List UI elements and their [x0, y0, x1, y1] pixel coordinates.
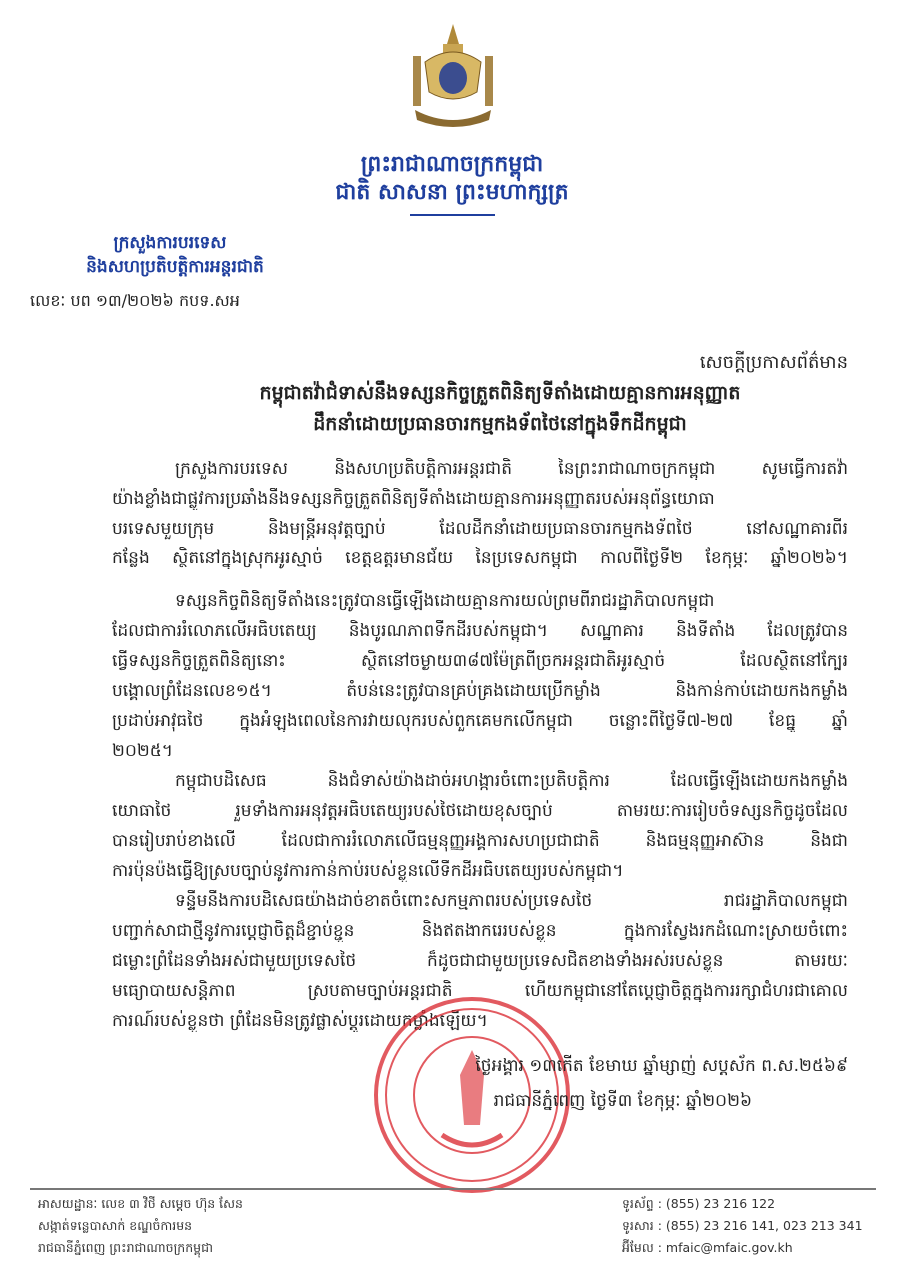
paragraph-1-line: ក្រសួងការបរទេស និងសហប្រតិបត្តិការអន្តរជាតិ នៃព្រះរាជាណាចក្រកម្ពុជា សូមធ្វើការតវ៉ា: [175, 459, 848, 479]
footer-address-line1: អាសយដ្ឋានៈ លេខ ៣ វិថី សម្ដេច ហ៊ុន សែន: [38, 1196, 243, 1211]
paragraph-2-line: បង្គោលព្រំដែនលេខ១៥។ តំបន់នេះត្រូវបានគ្រប់គ្រងដោយប្រើកម្លាំង និងកាន់កាប់ដោយកងកម្លាំង: [112, 681, 848, 701]
document-type: សេចក្ដីប្រកាសព័ត៌មាន: [699, 352, 848, 373]
date-lunar: ថ្ងៃអង្គារ ១៣កើត ខែមាឃ ឆ្នាំម្សាញ់ សប្តស័ក ព.ស.២៥៦៩: [475, 1056, 848, 1076]
ministry-name-line1: ក្រសួងការបរទេស: [113, 233, 227, 253]
paragraph-4-line: ការណ៍របស់ខ្លួនថា ព្រំដែនមិនត្រូវផ្លាស់ប្ដូរដោយកម្លាំងឡើយ។: [112, 1011, 488, 1031]
paragraph-2-line: ដែលជាការរំលោភលើអធិបតេយ្យ និងបូរណភាពទឹកដីរបស់កម្ពុជា។ សណ្ឋាគារ និងទីតាំង ដែលត្រូវបាន: [112, 621, 848, 641]
ministry-name-line2: និងសហប្រតិបត្តិការអន្តរជាតិ: [86, 257, 264, 277]
footer-address-line3: រាជធានីភ្នំពេញ ព្រះរាជាណាចក្រកម្ពុជា: [38, 1240, 213, 1255]
footer-email-link[interactable]: អ៊ីមែល : mfaic@mfaic.gov.kh: [622, 1240, 793, 1255]
paragraph-3-line: កម្ពុជាបដិសេធ និងជំទាស់យ៉ាងដាច់អហង្ការចំពោះប្រតិបត្តិការ ដែលធ្វើឡើងដោយកងកម្លាំង: [175, 771, 848, 791]
paragraph-1-line: បរទេសមួយក្រុម និងមន្ត្រីអនុវត្តច្បាប់ ដែលដឹកនាំដោយប្រធានចារកម្មកងទ័ពថៃ នៅសណ្ឋាគារពីរ: [112, 519, 848, 539]
footer-fax: ទូរសារ : (855) 23 216 141, 023 213 341: [622, 1218, 863, 1233]
paragraph-3-line: យោធាថៃ រួមទាំងការអនុវត្តអធិបតេយ្យរបស់ថៃដោយខុសច្បាប់ តាមរយៈការរៀបចំទស្សនកិច្ចដូចដែល: [112, 801, 848, 821]
footer-divider: [30, 1188, 876, 1190]
paragraph-2-line: ធ្វើទស្សនកិច្ចត្រួតពិនិត្យនោះ ស្ថិតនៅចម្ងាយ៣៨៧ម៉ែត្រពីច្រកអន្តរជាតិអូរស្មាច់ ដែលស្ថិតនៅក្បែរ: [112, 651, 848, 671]
date-solar: រាជធានីភ្នំពេញ ថ្ងៃទី៣ ខែកុម្ភៈ ឆ្នាំ២០២៦: [493, 1091, 752, 1111]
footer-phone: ទូរស័ព្ទ : (855) 23 216 122: [622, 1196, 776, 1211]
paragraph-4-line: មធ្យោបាយសន្តិភាព ស្របតាមច្បាប់អន្តរជាតិ ហើយកម្ពុជានៅតែប្ដេជ្ញាចិត្តក្នុងការរក្សាជំហរជាគោល: [112, 981, 848, 1001]
paragraph-1-line: កន្លែង ស្ថិតនៅក្នុងស្រុកអូរស្មាច់ ខេត្តឧត្តរមានជ័យ នៃប្រទេសកម្ពុជា កាលពីថ្ងៃទី២ ខែកុម្ភៈ ឆ្នាំ២០២៦។: [112, 548, 848, 568]
headline-line2: ដឹកនាំដោយប្រធានចារកម្មកងទ័ពថៃនៅក្នុងទឹកដីកម្ពុជា: [313, 413, 687, 435]
paragraph-3-line: បានរៀបរាប់ខាងលើ ដែលជាការរំលោភលើធម្មនុញ្ញអង្គការសហប្រជាជាតិ និងធម្មនុញ្ញអាស៊ាន និងជា: [112, 831, 848, 851]
paragraph-2-line: ប្រដាប់អាវុធថៃ ក្នុងអំឡុងពេលនៃការវាយលុករបស់ពួកគេមកលើកម្ពុជា ចន្លោះពីថ្ងៃទី៧-២៧ ខែធ្នូ ឆ្នាំ: [112, 711, 848, 731]
kingdom-title: ព្រះរាជាណាចក្រកម្ពុជា: [360, 152, 544, 177]
reference-number: លេខៈ បព ១៣/២០២៦ កបទ.សអ: [30, 291, 240, 310]
national-motto: ជាតិ សាសនា ព្រះមហាក្សត្រ: [335, 180, 569, 205]
headline-line1: កម្ពុជាតវ៉ាជំទាស់នឹងទស្សនកិច្ចត្រួតពិនិត្យទីតាំងដោយគ្មានការអនុញ្ញាត: [259, 382, 741, 404]
paragraph-3-line: ការប៉ុនប៉ងធ្វើឱ្យស្របច្បាប់នូវការកាន់កាប់របស់ខ្លួនលើទឹកដីអធិបតេយ្យរបស់កម្ពុជា។: [112, 861, 624, 881]
royal-emblem-icon: [405, 22, 501, 130]
paragraph-1-line: យ៉ាងខ្លាំងជាផ្លូវការប្រឆាំងនឹងទស្សនកិច្ចត្រួតពិនិត្យទីតាំងដោយគ្មានការអនុញ្ញាតរបស់អនុព័ន្ធយោធា: [112, 489, 715, 509]
ornament-divider: [410, 214, 495, 216]
footer-address-line2: សង្កាត់ទន្លេបាសាក់ ខណ្ឌចំការមន: [38, 1218, 193, 1233]
paragraph-4-line: បញ្ជាក់សាជាថ្មីនូវការប្ដេជ្ញាចិត្តដ៏ខ្ជាប់ខ្ជួន និងឥតងាករេរបស់ខ្លួន ក្នុងការស្វែងរកដំណោះស្រាយចំពោះ: [112, 921, 848, 941]
paragraph-2-line: ២០២៥។: [112, 741, 174, 761]
paragraph-4-line: ទន្ទឹមនឹងការបដិសេធយ៉ាងដាច់ខាតចំពោះសកម្មភាពរបស់ប្រទេសថៃ រាជរដ្ឋាភិបាលកម្ពុជា: [175, 891, 848, 911]
paragraph-2-line: ទស្សនកិច្ចពិនិត្យទីតាំងនេះត្រូវបានធ្វើឡើងដោយគ្មានការយល់ព្រមពីរាជរដ្ឋាភិបាលកម្ពុជា: [175, 591, 715, 611]
paragraph-4-line: ជម្លោះព្រំដែនទាំងអស់ជាមួយប្រទេសថៃ ក៏ដូចជាជាមួយប្រទេសជិតខាងទាំងអស់របស់ខ្លួន តាមរយៈ: [112, 951, 848, 971]
